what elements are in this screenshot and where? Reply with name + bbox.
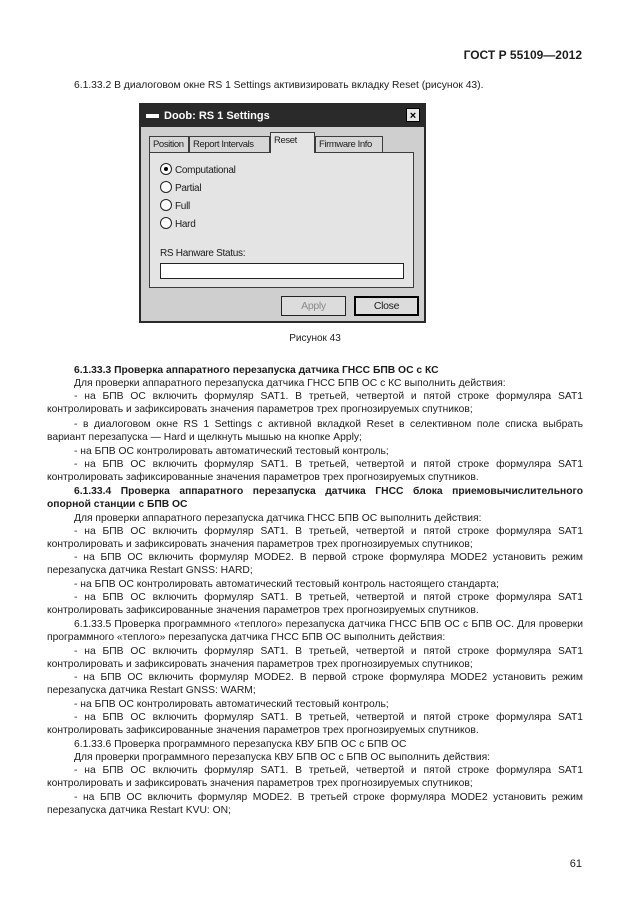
status-field [160,263,404,279]
figure-caption: Рисунок 43 [289,333,341,344]
radio-partial[interactable] [160,181,201,195]
close-button[interactable]: Close [354,296,419,316]
section-heading: 6.1.33.3 Проверка аппаратного перезапуска датчика ГНСС БПВ ОС с КС [74,365,439,376]
paragraph: - на БПВ ОС контролировать автоматический тестовый контроль; [74,446,389,457]
paragraph: - в диалоговом окне RS 1 Settings с активной вкладкой Reset в селективном поле списка выбрать вариант перезапуска — Hard и щелкнуть мышью на кнопке Apply; [47,419,583,444]
tab-firmware-info[interactable]: Firmware Info [315,136,383,152]
radio-selected-icon [160,163,172,175]
radio-label: Full [175,201,190,212]
radio-label: Computational [175,165,236,176]
intro-paragraph: 6.1.33.2 В диалоговом окне RS 1 Settings активизировать вкладку Reset (рисунок 43). [74,80,484,91]
section-heading: 6.1.33.6 Проверка программного перезапуска КВУ БПВ ОС с БПВ ОС [74,739,407,750]
paragraph: Для проверки программного перезапуска КВУ БПВ ОС с БПВ ОС выполнить действия: [74,752,491,763]
paragraph: - на БПВ ОС включить формуляр SAT1. В третьей, четвертой и пятой строке формуляра SAT1 контролировать зафиксированные значения параметров трех прогнозируемых спутников. [47,459,583,484]
paragraph: - на БПВ ОС включить формуляр SAT1. В третьей, четвертой и пятой строке формуляра SAT1 контролировать и зафиксировать значения параметров трех прогнозируемых спутников; [47,765,583,790]
standard-number: ГОСТ Р 55109—2012 [463,48,582,62]
section-heading: 6.1.33.4 Проверка аппаратного перезапуска датчика ГНСС блока приемовычислительного опорной станции с БПВ ОС [47,486,583,511]
paragraph: - на БПВ ОС включить формуляр SAT1. В третьей, четвертой и пятой строке формуляра SAT1 контролировать и зафиксировать значения параметров трех прогнозируемых спутников; [47,526,583,551]
paragraph: - на БПВ ОС включить формуляр SAT1. В третьей, четвертой и пятой строке формуляра SAT1 контролировать и зафиксировать значения параметров трех прогнозируемых спутников; [47,646,583,671]
paragraph: - на БПВ ОС включить формуляр MODE2. В первой строке формуляра MODE2 установить режим перезапуска датчика Restart GNSS: HARD; [47,552,583,577]
paragraph: - на БПВ ОС контролировать автоматический тестовый контроль; [74,699,389,710]
paragraph: Для проверки аппаратного перезапуска датчика ГНСС БПВ ОС с КС выполнить действия: [74,378,506,389]
paragraph: - на БПВ ОС включить формуляр MODE2. В третьей строке формуляра MODE2 установить режим перезапуска датчика Restart KVU: ON; [47,792,583,817]
dialog-titlebar[interactable] [141,105,424,127]
dialog-title: Doob: RS 1 Settings [164,110,270,122]
radio-hard[interactable] [160,217,195,231]
radio-empty-icon [160,199,172,211]
paragraph: Для проверки аппаратного перезапуска датчика ГНСС БПВ ОС выполнить действия: [74,513,482,524]
paragraph: 6.1.33.5 Проверка программного «теплого» перезапуска датчика ГНСС БПВ ОС с БПВ ОС. Для проверки программного «теплого» перезапуска датчика ГНСС БПВ ОС выполнить действия: [47,619,583,644]
reset-tab-panel [149,152,414,288]
radio-full[interactable] [160,199,190,213]
system-menu-icon[interactable] [146,114,159,118]
tab-position[interactable]: Position [149,136,189,152]
close-icon[interactable]: × [406,108,420,122]
radio-empty-icon [160,181,172,193]
paragraph: - на БПВ ОС включить формуляр MODE2. В первой строке формуляра MODE2 установить режим перезапуска датчика Restart GNSS: WARM; [47,672,583,697]
paragraph: - на БПВ ОС включить формуляр SAT1. В третьей, четвертой и пятой строке формуляра SAT1 контролировать и зафиксировать значения параметров трех прогнозируемых спутников; [47,391,583,416]
radio-computational[interactable] [160,163,236,177]
tab-report-intervals[interactable]: Report Intervals [189,136,270,152]
radio-label: Hard [175,219,196,230]
apply-button[interactable]: Apply [281,296,346,316]
page-number: 61 [569,858,582,870]
radio-empty-icon [160,217,172,229]
paragraph: - на БПВ ОС включить формуляр SAT1. В третьей, четвертой и пятой строке формуляра SAT1 контролировать зафиксированные значения параметров трех прогнозируемых спутников. [47,592,583,617]
radio-label: Partial [175,183,202,194]
status-label: RS Hanware Status: [160,248,246,259]
paragraph: - на БПВ ОС включить формуляр SAT1. В третьей, четвертой и пятой строке формуляра SAT1 контролировать зафиксированные значения параметров трех прогнозируемых спутников. [47,712,583,737]
tab-reset[interactable]: Reset [270,132,315,153]
rs1-settings-dialog [139,103,426,323]
paragraph: - на БПВ ОС контролировать автоматический тестовый контроль настоящего стандарта; [74,579,499,590]
